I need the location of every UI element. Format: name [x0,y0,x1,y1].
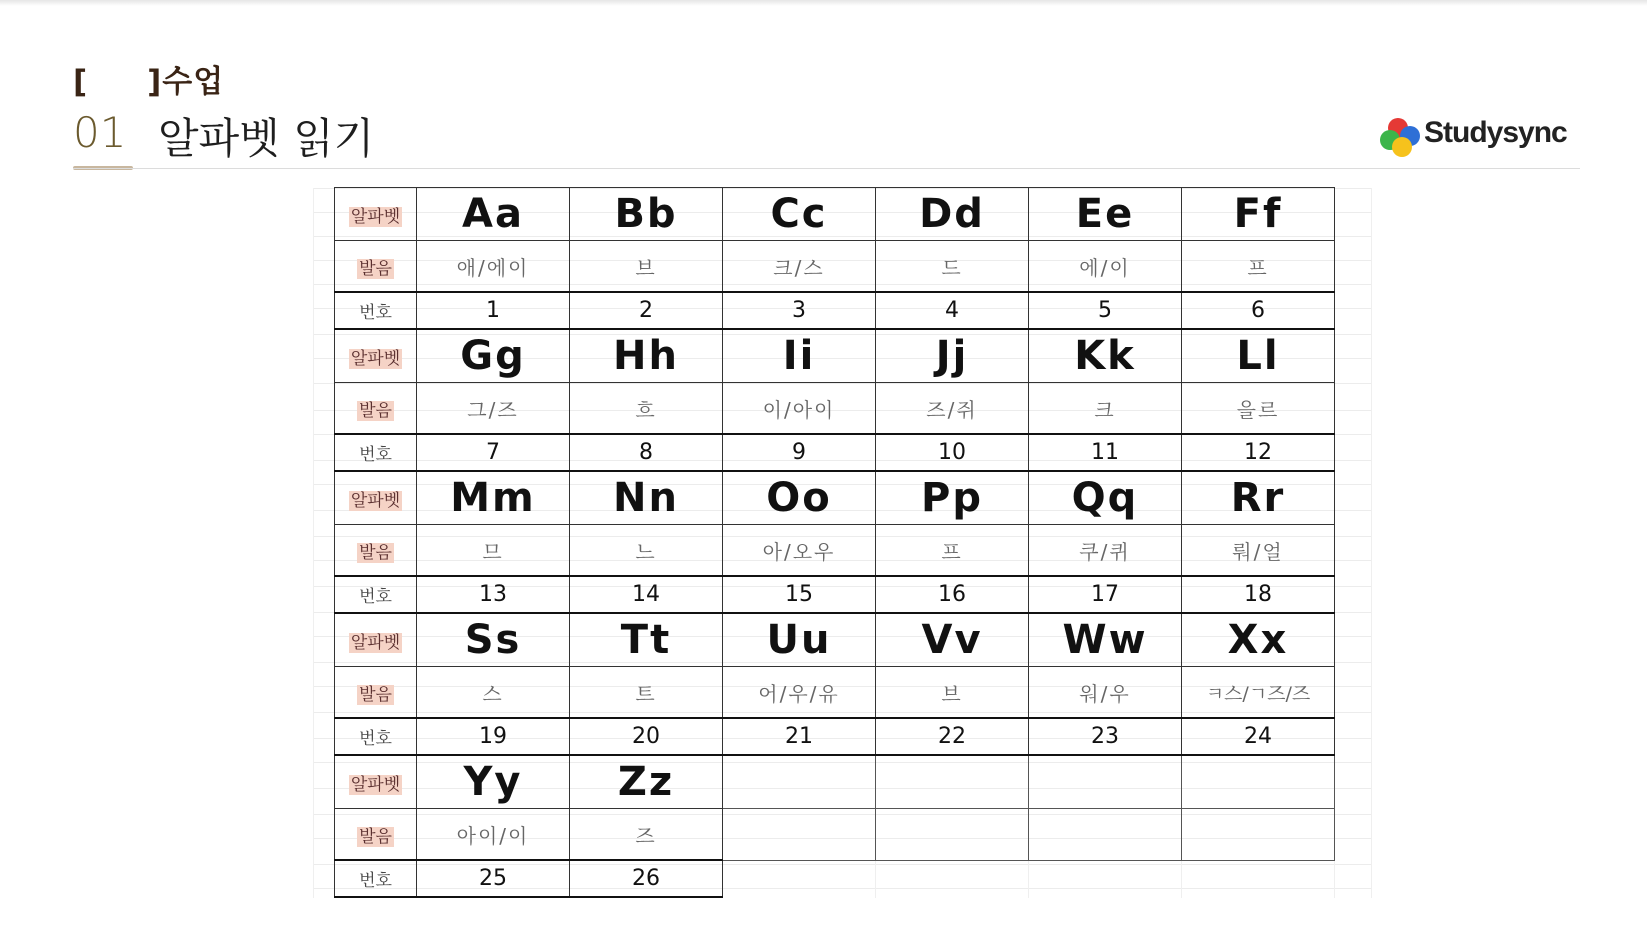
pronunciation-text: 쿠/퀴 [1079,539,1131,564]
number-cell [1029,860,1182,897]
pronunciation-cell [1029,525,1182,577]
pronunciation-text: 즈/쥐 [926,397,978,422]
number-cell [876,434,1029,471]
table-row [335,188,1335,241]
letter-cell [876,329,1029,383]
row-label-cell [335,241,417,293]
row-label: 알파벳 [350,774,401,795]
number-text: 18 [1244,582,1272,607]
pronunciation-text: 드 [941,255,963,280]
row-label-cell [335,576,417,613]
row-label: 발음 [359,826,392,847]
letter-text: Hh [613,333,679,379]
studysync-logo-icon [1376,116,1420,156]
letter-text: Gg [460,333,526,379]
pronunciation-text: 프 [941,539,963,564]
number-text: 8 [639,440,653,465]
letter-cell [723,755,876,809]
section-number: 01 [73,108,127,157]
row-label: 번호 [359,303,392,323]
pronunciation-text: 크 [1094,397,1116,422]
number-text: 16 [938,582,966,607]
pronunciation-cell [570,241,723,293]
pronunciation-text: 워/우 [1079,681,1131,706]
letter-text: Rr [1230,475,1286,521]
row-label-cell [335,718,417,755]
table-row [335,755,1335,809]
row-label: 번호 [359,729,392,749]
pronunciation-cell [1182,809,1335,861]
number-text: 14 [632,582,660,607]
number-cell [570,434,723,471]
number-cell [1029,434,1182,471]
pronunciation-cell [723,383,876,435]
letter-cell [1029,188,1182,241]
pronunciation-cell [417,809,570,861]
table-row [335,471,1335,525]
letter-text: Nn [613,475,679,521]
row-label: 발음 [359,542,392,563]
letter-cell [570,471,723,525]
pronunciation-cell [417,525,570,577]
letter-text: Dd [919,191,985,237]
letter-text: Cc [770,191,828,237]
number-text: 4 [945,298,959,323]
number-cell [876,576,1029,613]
number-cell [417,434,570,471]
number-text: 12 [1244,440,1272,465]
number-text: 11 [1091,440,1119,465]
table-row [335,613,1335,667]
letter-cell [1029,329,1182,383]
row-label-cell [335,525,417,577]
number-cell [1182,860,1335,897]
number-text: 9 [792,440,806,465]
pronunciation-text: 느 [635,539,657,564]
row-label-cell [335,434,417,471]
number-text: 24 [1244,724,1272,749]
letter-text: Qq [1071,475,1139,521]
pronunciation-cell [723,809,876,861]
alphabet-table [334,187,1335,898]
number-text: 26 [632,866,660,891]
number-cell [570,860,723,897]
letter-cell [723,188,876,241]
pronunciation-text: 스 [482,681,504,706]
number-cell [1029,576,1182,613]
pronunciation-text: 을르 [1236,397,1280,422]
number-cell [1182,292,1335,329]
pronunciation-cell [876,667,1029,719]
header-divider [73,168,1580,169]
letter-cell [417,471,570,525]
pronunciation-text: ㅋ스/ㄱ즈/즈 [1205,682,1311,705]
row-label: 알파벳 [350,348,401,369]
row-label: 알파벳 [350,632,401,653]
lesson-label: [ ]수업 [73,64,225,100]
row-label-cell [335,383,417,435]
table-row [335,383,1335,435]
pronunciation-cell [1029,241,1182,293]
row-label-cell [335,667,417,719]
pronunciation-cell [1182,667,1335,719]
letter-cell [570,755,723,809]
number-text: 23 [1091,724,1119,749]
letter-text: Aa [462,191,524,237]
number-cell [417,860,570,897]
number-text: 25 [479,866,507,891]
number-cell [417,718,570,755]
number-text: 19 [479,724,507,749]
letter-text: Xx [1227,617,1289,663]
letter-cell [570,613,723,667]
number-text: 20 [632,724,660,749]
number-cell [1182,718,1335,755]
table-row [335,860,1335,897]
pronunciation-text: 트 [635,681,657,706]
row-label: 번호 [359,871,392,891]
top-shadow-bar [0,0,1647,6]
number-cell [1029,292,1182,329]
row-label-cell [335,188,417,241]
letter-cell [1029,613,1182,667]
row-label: 발음 [359,400,392,421]
pronunciation-cell [1029,809,1182,861]
pronunciation-text: 그/즈 [467,397,519,422]
table-row [335,525,1335,577]
letter-cell [1182,613,1335,667]
row-label: 발음 [359,258,392,279]
number-text: 5 [1098,298,1112,323]
pronunciation-text: 이/아이 [762,397,836,422]
number-cell [723,718,876,755]
letter-cell [1182,188,1335,241]
table-row [335,329,1335,383]
letter-cell [570,188,723,241]
pronunciation-text: 애/에이 [456,255,530,280]
pronunciation-text: 흐 [635,397,657,422]
letter-cell [723,613,876,667]
pronunciation-cell [1029,383,1182,435]
pronunciation-cell [723,667,876,719]
number-cell [1029,718,1182,755]
number-cell [876,860,1029,897]
table-row [335,292,1335,329]
letter-text: Ll [1236,333,1280,379]
letter-cell [723,329,876,383]
number-cell [570,718,723,755]
pronunciation-cell [1182,383,1335,435]
pronunciation-cell [570,809,723,861]
row-label: 발음 [359,684,392,705]
letter-text: Tt [620,617,672,663]
pronunciation-cell [723,525,876,577]
number-text: 15 [785,582,813,607]
letter-text: Ff [1233,191,1283,237]
letter-cell [417,188,570,241]
letter-cell [417,329,570,383]
letter-cell [1182,471,1335,525]
letter-text: Ii [782,333,816,379]
row-label-cell [335,860,417,897]
letter-text: Jj [935,333,969,379]
pronunciation-cell [570,667,723,719]
pronunciation-cell [876,241,1029,293]
row-label: 번호 [359,587,392,607]
letter-text: Bb [614,191,678,237]
number-cell [723,860,876,897]
number-text: 1 [486,298,500,323]
number-text: 6 [1251,298,1265,323]
pronunciation-text: 프 [1247,255,1269,280]
pronunciation-text: 즈 [635,823,657,848]
pronunciation-cell [876,809,1029,861]
pronunciation-text: 브 [941,681,963,706]
pronunciation-cell [1182,241,1335,293]
letter-cell [1029,755,1182,809]
number-cell [570,576,723,613]
pronunciation-text: 에/이 [1079,255,1131,280]
number-cell [570,292,723,329]
letter-text: Yy [463,759,523,805]
pronunciation-cell [417,241,570,293]
pronunciation-text: 아/오우 [762,539,836,564]
table-row [335,241,1335,293]
number-text: 13 [479,582,507,607]
pronunciation-cell [570,525,723,577]
row-label: 번호 [359,445,392,465]
row-label-cell [335,329,417,383]
row-label-cell [335,809,417,861]
letter-text: Oo [766,475,832,521]
row-label-cell [335,613,417,667]
pronunciation-text: 어/우/유 [758,681,840,706]
number-text: 21 [785,724,813,749]
number-text: 7 [486,440,500,465]
row-label-cell [335,471,417,525]
letter-text: Ss [464,617,522,663]
pronunciation-text: 아이/이 [456,823,530,848]
number-cell [876,292,1029,329]
number-cell [876,718,1029,755]
table-row [335,576,1335,613]
letter-text: Ww [1062,617,1148,663]
letter-cell [876,188,1029,241]
number-text: 2 [639,298,653,323]
pronunciation-cell [876,525,1029,577]
letter-text: Kk [1074,333,1136,379]
letter-text: Mm [450,475,536,521]
letter-cell [417,613,570,667]
letter-cell [723,471,876,525]
number-cell [1182,434,1335,471]
table-row [335,667,1335,719]
letter-text: Pp [921,475,983,521]
number-cell [723,576,876,613]
pronunciation-cell [876,383,1029,435]
letter-text: Uu [766,617,832,663]
row-label-cell [335,755,417,809]
letter-cell [876,755,1029,809]
letter-cell [876,471,1029,525]
table-row [335,718,1335,755]
pronunciation-cell [1029,667,1182,719]
brand-name: Studysync [1424,116,1567,149]
section-title: 알파벳 읽기 [158,114,375,163]
letter-cell [570,329,723,383]
number-text: 22 [938,724,966,749]
number-cell [417,576,570,613]
letter-text: Zz [617,759,675,805]
pronunciation-text: 브 [635,255,657,280]
row-label: 알파벳 [350,206,401,227]
pronunciation-cell [570,383,723,435]
number-cell [723,434,876,471]
pronunciation-text: 크/스 [773,255,825,280]
letter-cell [417,755,570,809]
letter-cell [1182,329,1335,383]
row-label-cell [335,292,417,329]
letter-text: Vv [921,617,983,663]
number-cell [723,292,876,329]
letter-text: Ee [1075,191,1135,237]
table-row [335,809,1335,861]
pronunciation-cell [723,241,876,293]
letter-cell [1182,755,1335,809]
pronunciation-text: 뤄/얼 [1232,539,1284,564]
table-row [335,434,1335,471]
number-text: 3 [792,298,806,323]
pronunciation-cell [417,383,570,435]
number-text: 10 [938,440,966,465]
pronunciation-cell [1182,525,1335,577]
pronunciation-cell [417,667,570,719]
number-cell [1182,576,1335,613]
row-label: 알파벳 [350,490,401,511]
number-text: 17 [1091,582,1119,607]
letter-cell [876,613,1029,667]
pronunciation-text: 므 [482,539,504,564]
letter-cell [1029,471,1182,525]
number-cell [417,292,570,329]
